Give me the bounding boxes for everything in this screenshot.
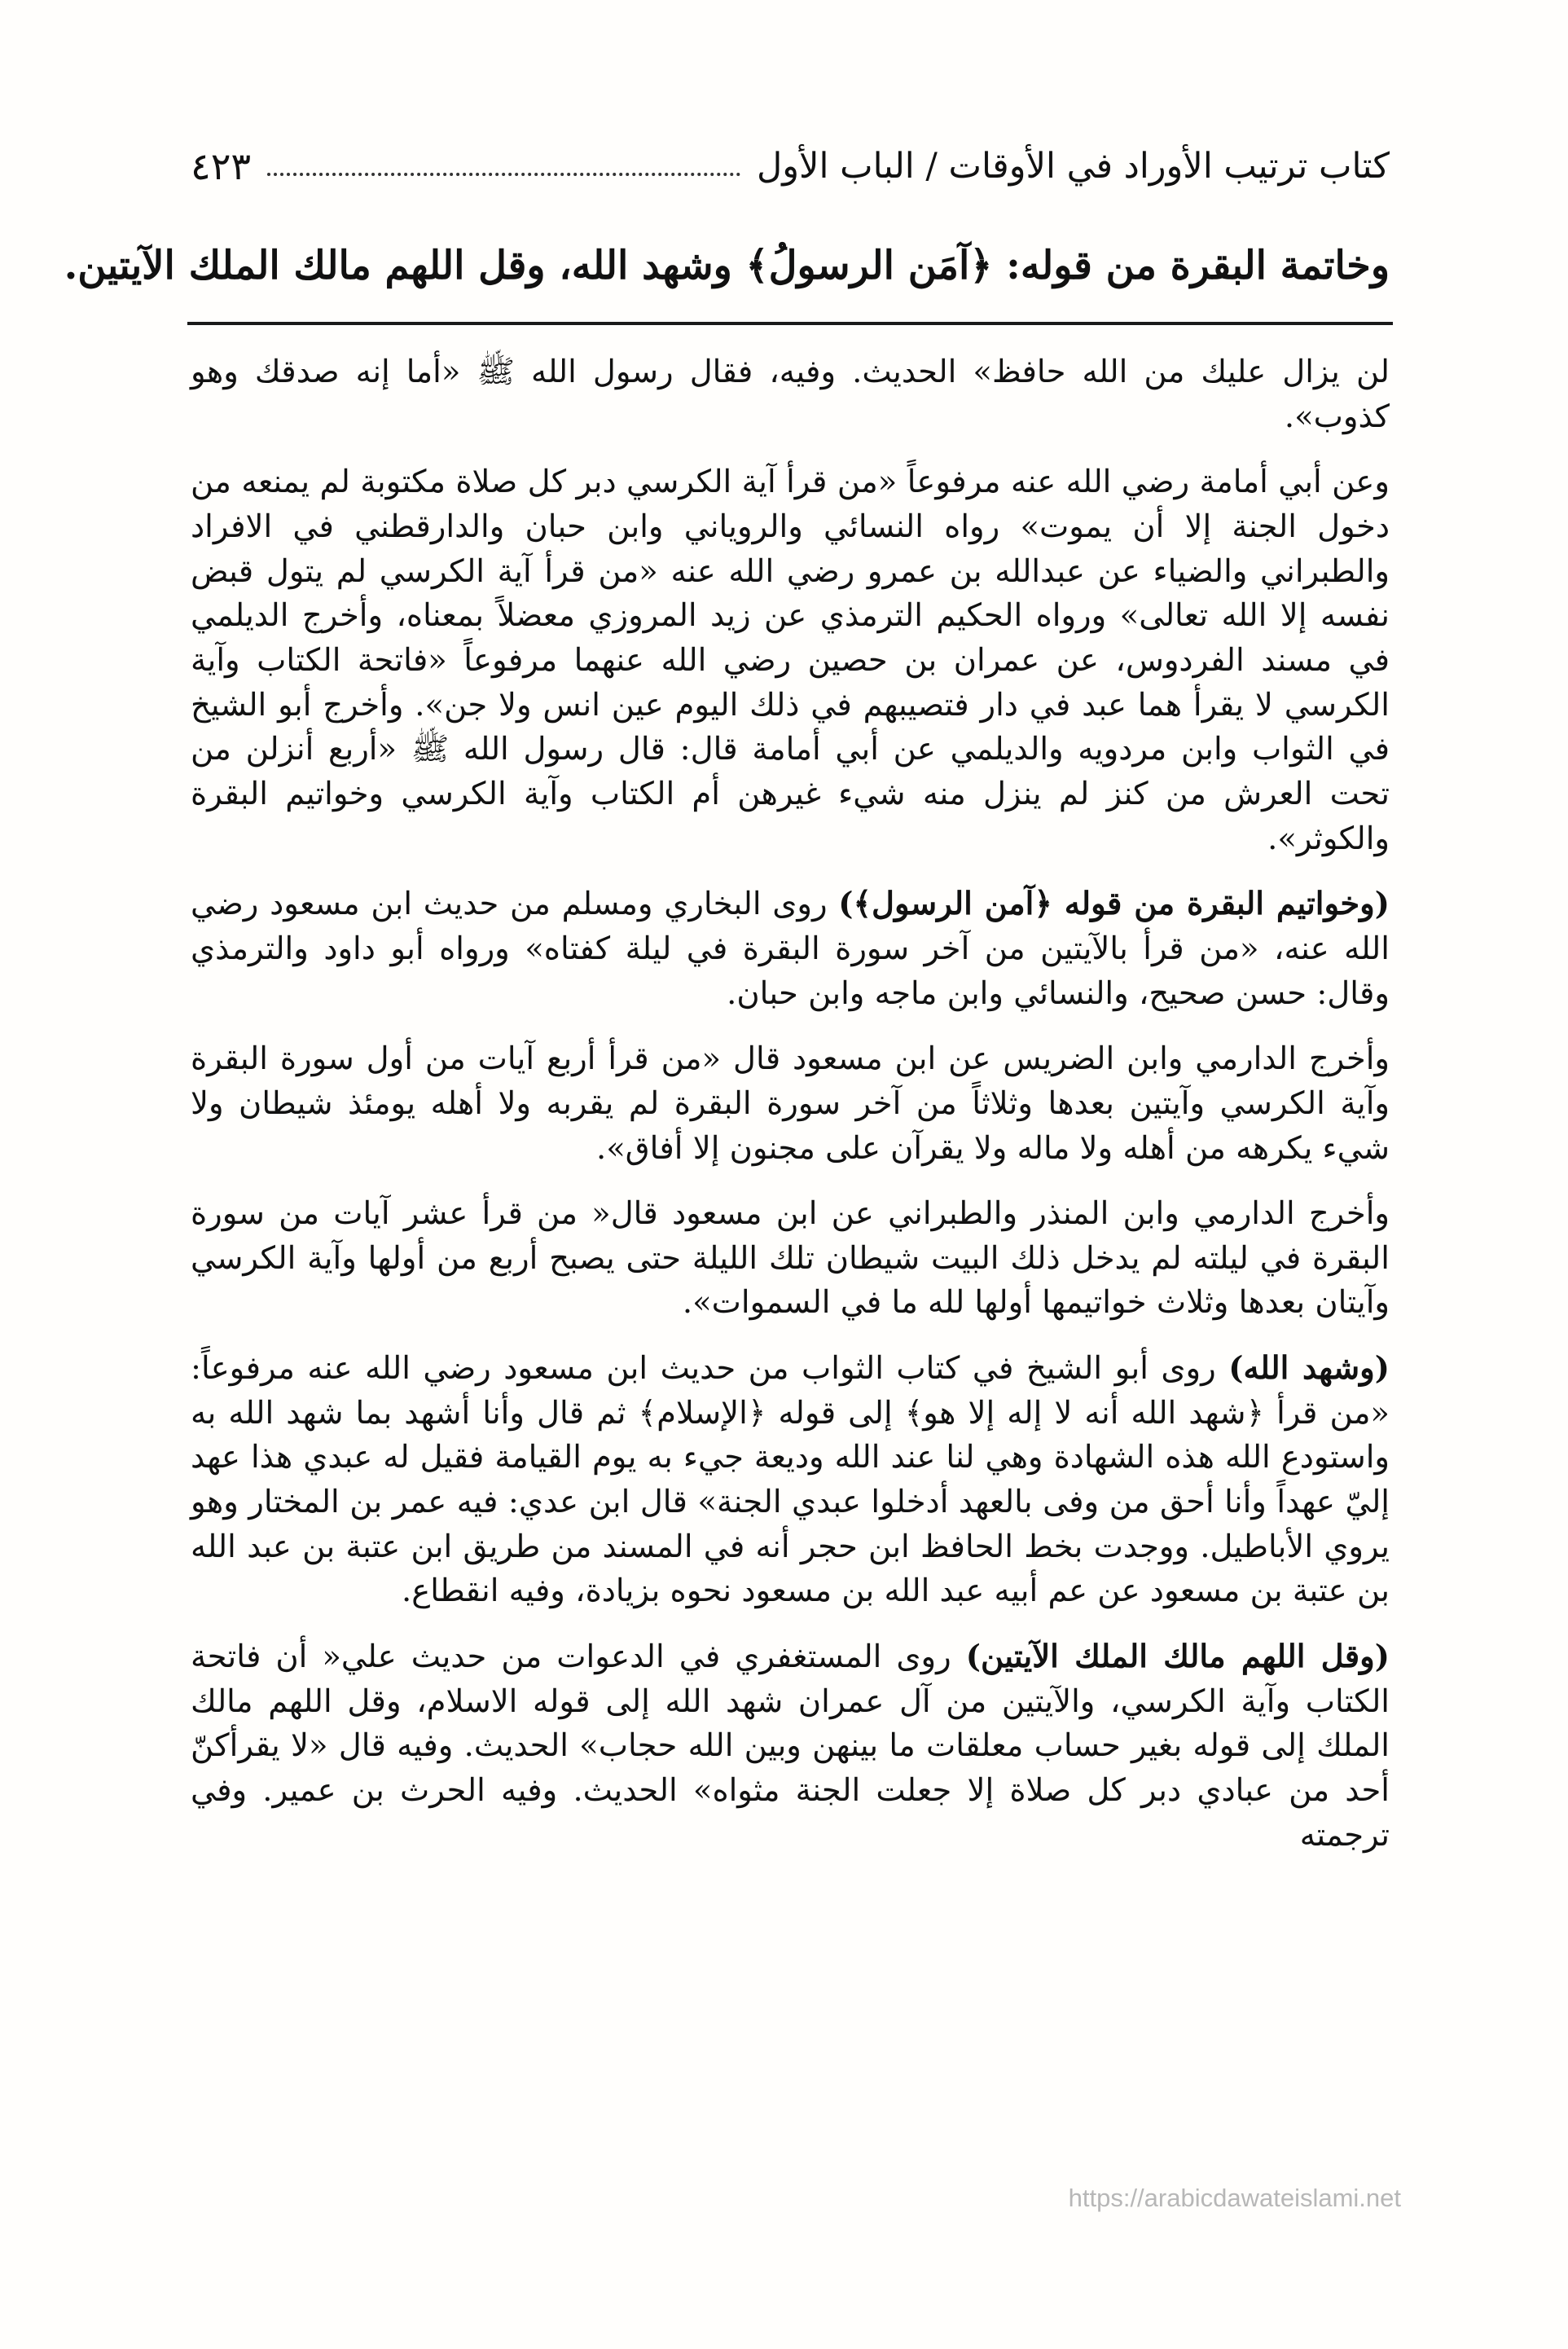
paragraph-4 <box>191 1037 1390 1171</box>
paragraph-3 <box>191 882 1390 1016</box>
paragraph-7 <box>191 1635 1390 1858</box>
commentary-body <box>191 350 1390 1879</box>
header-leader-dots <box>267 173 740 176</box>
paragraph-6 <box>191 1347 1390 1614</box>
watermark-url: https://arabicdawateislami.net <box>1068 2184 1401 2212</box>
page-header <box>191 137 1390 196</box>
header-title: كتاب ترتيب الأوراد في الأوقات / الباب الأول <box>756 145 1390 187</box>
paragraph-lead: (وخواتيم البقرة من قوله ﴿آمن الرسول﴾) <box>838 886 1390 923</box>
paragraph-text: روى البخاري ومسلم من حديث ابن مسعود رضي الله عنه، «من قرأ بالآيتين من آخر سورة البقرة في ليلة كفتاه» ورواه أبو داود والترمذي وقال: حسن صحيح، والنسائي وابن ماجه وابن حبان. <box>191 886 1390 1012</box>
paragraph-2 <box>191 460 1390 861</box>
paragraph-lead: (وشهد الله) <box>1228 1350 1390 1388</box>
paragraph-text: وأخرج الدارمي وابن المنذر والطبراني عن ابن مسعود قال« من قرأ عشر آيات من سورة البقرة في ليلته لم يدخل ذلك البيت شيطان تلك الليلة حتى يصبح أربع من أولها وآية الكرسي وآيتان بعدها وثلاث خواتيمها أولها لله ما في السموات». <box>191 1195 1390 1322</box>
paragraph-text: روى أبو الشيخ في كتاب الثواب من حديث ابن مسعود رضي الله عنه مرفوعاً: «من قرأ ﴿شهد الله أنه لا إله إلا هو﴾ إلى قوله ﴿الإسلام﴾ ثم قال وأنا أشهد بما شهد الله به واستودع الله هذه الشهادة وهي لنا عند الله وديعة جيء به يوم القيامة فقيل له عبدي هذا عهد إليّ عهداً وأنا أحق من وفى بالعهد أدخلوا عبدي الجنة» قال ابن عدي: فيه عمر بن المختار وهو يروي الأباطيل. ووجدت بخط الحافظ ابن حجر أنه في المسند من طريق ابن عتبة بن عبد الله بن عتبة بن مسعود عن عم أبيه عبد الله بن مسعود نحوه بزيادة، وفيه انقطاع. <box>191 1350 1390 1610</box>
main-text-line: وخاتمة البقرة من قوله: ﴿آمَن الرسولُ﴾ وشهد الله، وقل اللهم مالك الملك الآيتين. <box>64 243 1390 288</box>
separator-rule <box>187 322 1393 325</box>
paragraph-5 <box>191 1192 1390 1326</box>
paragraph-text: لن يزال عليك من الله حافظ» الحديث. وفيه، فقال رسول الله ﷺ «أما إنه صدقك وهو كذوب». <box>191 354 1390 435</box>
paragraph-lead: (وقل اللهم مالك الملك الآيتين) <box>965 1639 1390 1676</box>
paragraph-text: وأخرج الدارمي وابن الضريس عن ابن مسعود قال «من قرأ أربع آيات من أول سورة البقرة وآية الكرسي وآيتين بعدها وثلاثاً من آخر سورة البقرة لم يقربه ولا أهله يومئذ شيطان ولا شيء يكرهه من أهله ولا ماله ولا يقرآن على مجنون إلا أفاق». <box>191 1040 1390 1167</box>
paragraph-text: وعن أبي أمامة رضي الله عنه مرفوعاً «من قرأ آية الكرسي دبر كل صلاة مكتوبة لم يمنعه من دخول الجنة إلا أن يموت» رواه النسائي والروياني وابن حبان والدارقطني في الافراد والطبراني والضياء عن عبدالله بن عمرو رضي الله عنه «من قرأ آية الكرسي لم يتول قبض نفسه إلا الله تعالى» ورواه الحكيم الترمذي عن زيد المروزي معضلاً بمعناه، وأخرج الديلمي في مسند الفردوس، عن عمران بن حصين رضي الله عنهما مرفوعاً «فاتحة الكتاب وآية الكرسي لا يقرأ هما عبد في دار فتصيبهم في ذلك اليوم عين انس ولا جن». وأخرج أبو الشيخ في الثواب وابن مردويه والديلمي عن أبي أمامة قال: قال رسول الله ﷺ «أربع أنزلن من تحت العرش من كنز لم ينزل منه شيء غيرهن أم الكتاب وآية الكرسي وخواتيم البقرة والكوثر». <box>191 464 1390 857</box>
paragraph-text: روى المستغفري في الدعوات من حديث علي« أن فاتحة الكتاب وآية الكرسي، والآيتين من آل عمران شهد الله إلى قوله الاسلام، وقل اللهم مالك الملك إلى قوله بغير حساب معلقات ما بينهن وبين الله حجاب» الحديث. وفيه قال «لا يقرأكنّ أحد من عبادي دبر كل صلاة إلا جعلت الجنة مثواه» الحديث. وفيه الحرث بن عمير. وفي ترجمته <box>191 1639 1390 1854</box>
page-number: ٤٢٣ <box>191 144 252 188</box>
paragraph-1 <box>191 350 1390 439</box>
